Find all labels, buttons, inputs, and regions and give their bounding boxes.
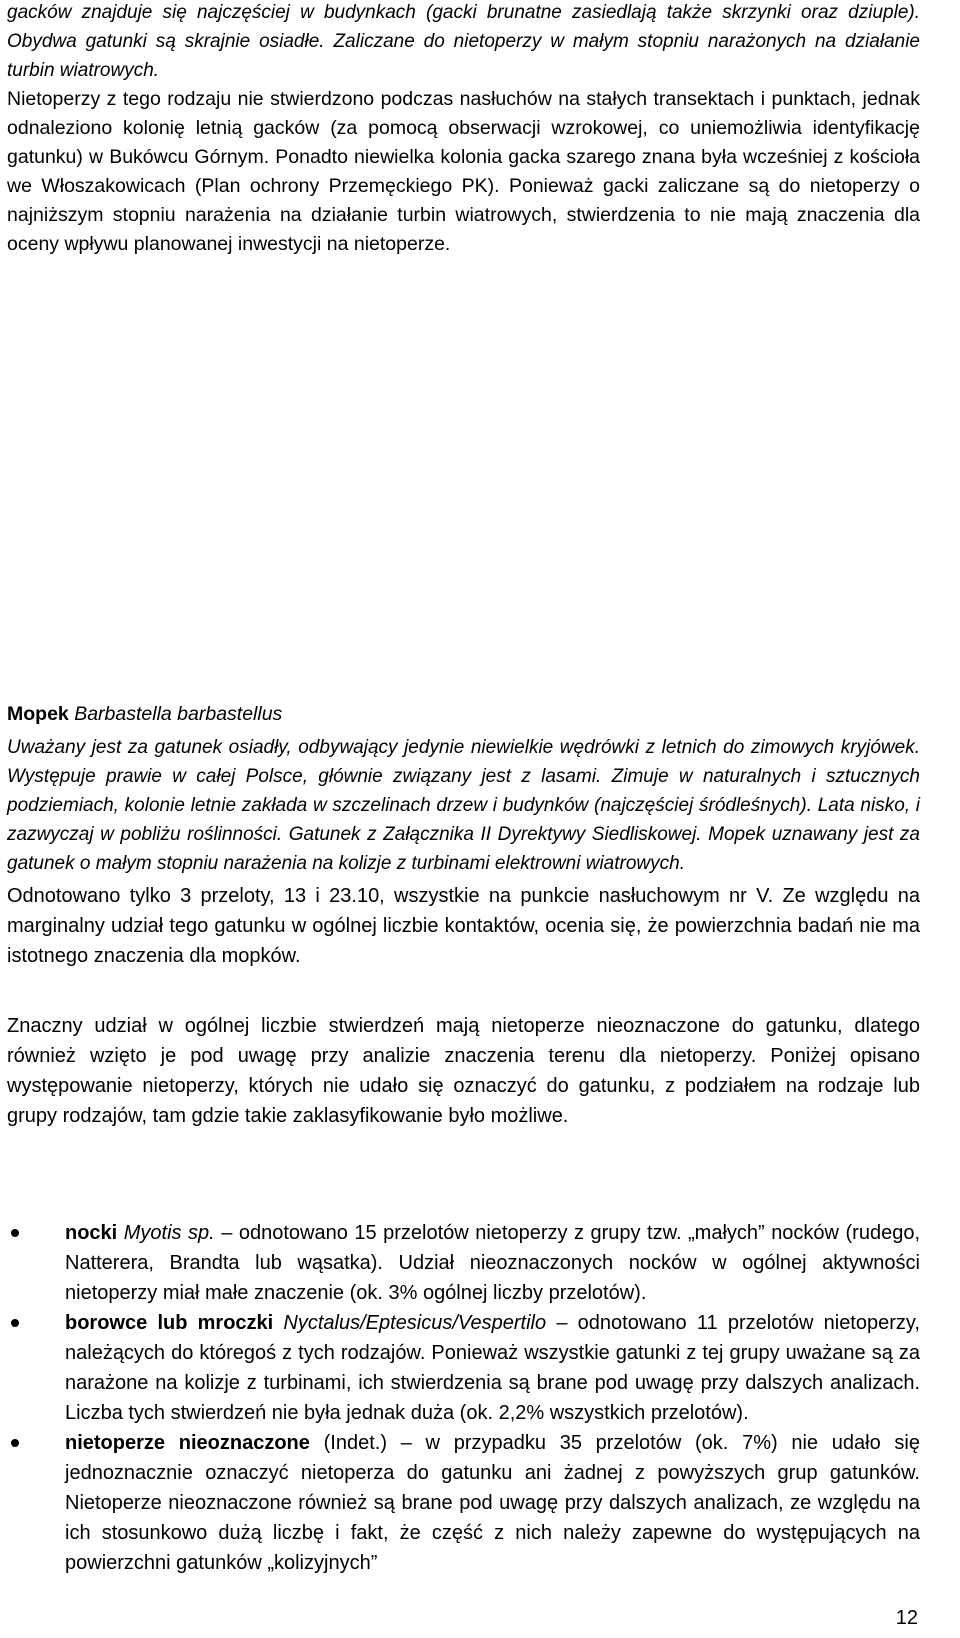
paragraph-gacki-observations: Nietoperzy z tego rodzaju nie stwierdzono podczas nasłuchów na stałych transektach i punktach, jednak odnaleziono kolonię letnią gacków (za pomocą obserwacji wzrokowej, co uniemożliwia identyfikację gatunku) w Bukówcu Górnym. Ponadto niewielka kolonia gacka szarego znana była wcześniej z kościoła we Włoszakowicach (Plan ochrony Przemęckiego PK). Ponieważ gacki zaliczane są do nietoperzy o najniższym stopniu narażenia na działanie turbin wiatrowych, stwierdzenia to nie mają znaczenia dla oceny wpływu planowanej inwestycji na nietoperze. [7, 88, 920, 255]
bullet-bold-term: nietoperze nieoznaczone [65, 1432, 310, 1454]
list-item [7, 1308, 920, 1428]
bullet-bold-term: borowce lub mroczki [65, 1312, 274, 1334]
bullet-text: (Indet.) – w przypadku 35 przelotów (ok. 7%) nie udało się jednoznacznie oznaczyć nietoperza do gatunku ani żadnej z powyższych grup gatunków. Nietoperze nieoznaczone również są brane pod uwagę przy dalszych analizach, ze względu na ich stosunkowo dużą liczbę i fakt, że część z nich należy zapewne do występujących na powierzchni gatunków „kolizyjnych” [65, 1432, 921, 1574]
bullet-latin-term: Myotis sp. [123, 1222, 215, 1244]
bullet-text: – odnotowano 11 przelotów nietoperzy, należących do któregoś z tych rodzajów. Ponieważ wszystkie gatunki z tej grupy uważane są za narażone na kolizje z turbinami, ich stwierdzenia są brane pod uwagę przy dalszych analizach. Liczba tych stwierdzeń nie była jednak duża (ok. 2,2% wszystkich przelotów). [65, 1312, 920, 1424]
paragraph-unidentified-intro: Znaczny udział w ogólnej liczbie stwierdzeń mają nietoperze nieoznaczone do gatunku, dlatego również wzięto je pod uwagę przy analizie znaczenia terenu dla nietoperzy. Poniżej opisano występowanie nietoperzy, których nie udało się oznaczyć do gatunku, z podziałem na rodzaje lub grupy rodzajów, tam gdzie takie zaklasyfikowanie było możliwe. [7, 1015, 920, 1127]
bullet-icon [11, 1229, 19, 1237]
bullet-list [7, 1218, 920, 1578]
list-item [7, 1428, 920, 1578]
bullet-icon [11, 1319, 19, 1327]
page-number: 12 [895, 1607, 918, 1629]
list-item [7, 1218, 920, 1308]
bullet-text: – odnotowano 15 przelotów nietoperzy z grupy tzw. „małych” nocków (rudego, Natterera, Brandta lub wąsatka). Udział nieoznaczonych nocków w ogólnej aktywności nietoperzy miał małe znaczenie (ok. 3% ogólnej liczby przelotów). [65, 1222, 920, 1304]
species-heading-mopek [7, 700, 920, 729]
species-name: Mopek [7, 703, 69, 725]
bullet-icon [11, 1439, 19, 1447]
bullet-latin-term: Nyctalus/Eptesicus/Vespertilo [283, 1312, 547, 1334]
species-latin-name: Barbastella barbastellus [74, 703, 283, 725]
paragraph-gacki-intro: gacków znajduje się najczęściej w budynkach (gacki brunatne zasiedlają także skrzynki oraz dziuple). Obydwa gatunki są skrajnie osiadłe. Zaliczane do nietoperzy w małym stopniu narażonych na działanie turbin wiatrowych. [7, 2, 920, 81]
bullet-bold-term: nocki [65, 1222, 118, 1244]
paragraph-mopek-records: Odnotowano tylko 3 przeloty, 13 i 23.10, wszystkie na punkcie nasłuchowym nr V. Ze względu na marginalny udział tego gatunku w ogólnej liczbie kontaktów, ocenia się, że powierzchnia badań nie ma istotnego znaczenia dla mopków. [7, 885, 920, 967]
paragraph-mopek-description: Uważany jest za gatunek osiadły, odbywający jedynie niewielkie wędrówki z letnich do zimowych kryjówek. Występuje prawie w całej Polsce, głównie związany jest z lasami. Zimuje w naturalnych i sztucznych podziemiach, kolonie letnie zakłada w szczelinach drzew i budynków (najczęściej śródleśnych). Lata nisko, i zazwyczaj w pobliżu roślinności. Gatunek z Załącznika II Dyrektywy Siedliskowej. Mopek uznawany jest za gatunek o małym stopniu narażenia na kolizje z turbinami elektrowni wiatrowych. [7, 737, 920, 874]
